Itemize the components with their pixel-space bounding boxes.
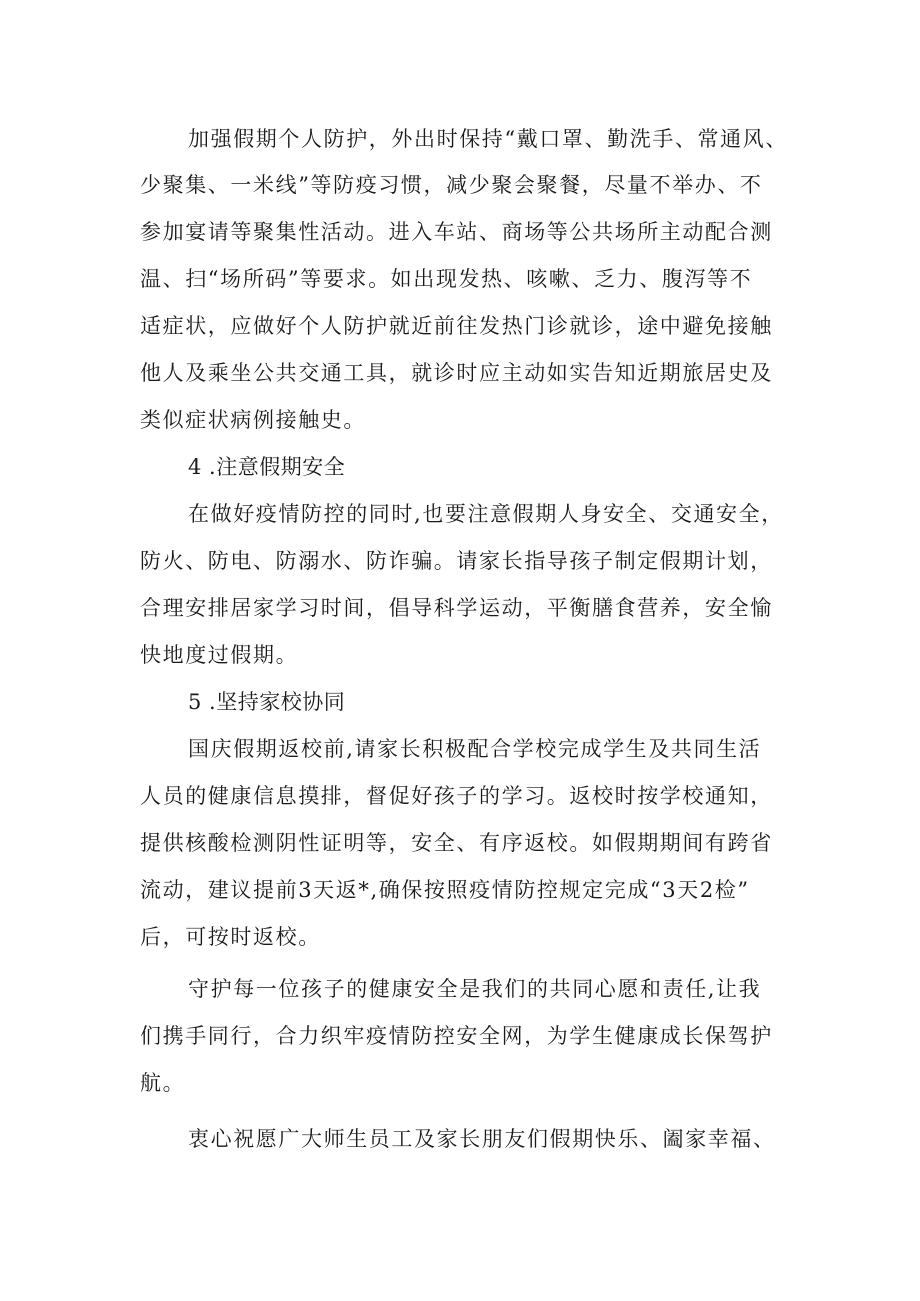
section-heading: 5 .坚持家校协同 bbox=[188, 690, 346, 714]
paragraph-line: 类似症状病例接触史。 bbox=[140, 408, 366, 432]
paragraph-line: 后，可按时返校。 bbox=[140, 925, 321, 949]
paragraph-line: 衷心祝愿广大师生员工及家长朋友们假期快乐、阖家幸福、 bbox=[188, 1127, 776, 1151]
paragraph-line: 少聚集、一米线”等防疫习惯，减少聚会聚餐，尽量不举办、不 bbox=[140, 173, 763, 197]
paragraph-line: 参加宴请等聚集性活动。进入车站、商场等公共场所主动配合测 bbox=[140, 220, 773, 244]
paragraph-line: 他人及乘坐公共交通工具，就诊时应主动如实告知近期旅居史及 bbox=[140, 361, 773, 385]
paragraph-line: 国庆假期返校前,请家长积极配合学校完成学生及共同生活 bbox=[188, 737, 762, 761]
paragraph-line: 们携手同行，合力织牢疫情防控安全网，为学生健康成长保驾护 bbox=[140, 1024, 773, 1048]
paragraph-line: 守护每一位孩子的健康安全是我们的共同心愿和责任,让我 bbox=[188, 977, 762, 1001]
paragraph-line: 在做好疫情防控的同时,也要注意假期人身安全、交通安全， bbox=[188, 502, 784, 526]
paragraph-line: 适症状，应做好个人防护就近前往发热门诊就诊，途中避免接触 bbox=[140, 314, 773, 338]
paragraph-line: 提供核酸检测阴性证明等，安全、有序返校。如假期期间有跨省 bbox=[140, 831, 773, 855]
paragraph-line: 防火、防电、防溺水、防诈骗。请家长指导孩子制定假期计划， bbox=[140, 549, 773, 573]
paragraph-line: 快地度过假期。 bbox=[140, 643, 299, 667]
paragraph-line: 流动，建议提前3天返*,确保按照疫情防控规定完成“3天2检” bbox=[140, 878, 750, 902]
paragraph-line: 人员的健康信息摸排，督促好孩子的学习。返校时按学校通知， bbox=[140, 784, 773, 808]
section-heading: 4 .注意假期安全 bbox=[188, 455, 346, 479]
paragraph-line: 加强假期个人防护，外出时保持“戴口罩、勤洗手、常通风、 bbox=[188, 127, 788, 151]
paragraph-line: 航。 bbox=[140, 1071, 186, 1095]
paragraph-line: 合理安排居家学习时间，倡导科学运动，平衡膳食营养，安全愉 bbox=[140, 596, 773, 620]
paragraph-line: 温、扫“场所码”等要求。如出现发热、咳嗽、乏力、腹泻等不 bbox=[140, 267, 753, 291]
